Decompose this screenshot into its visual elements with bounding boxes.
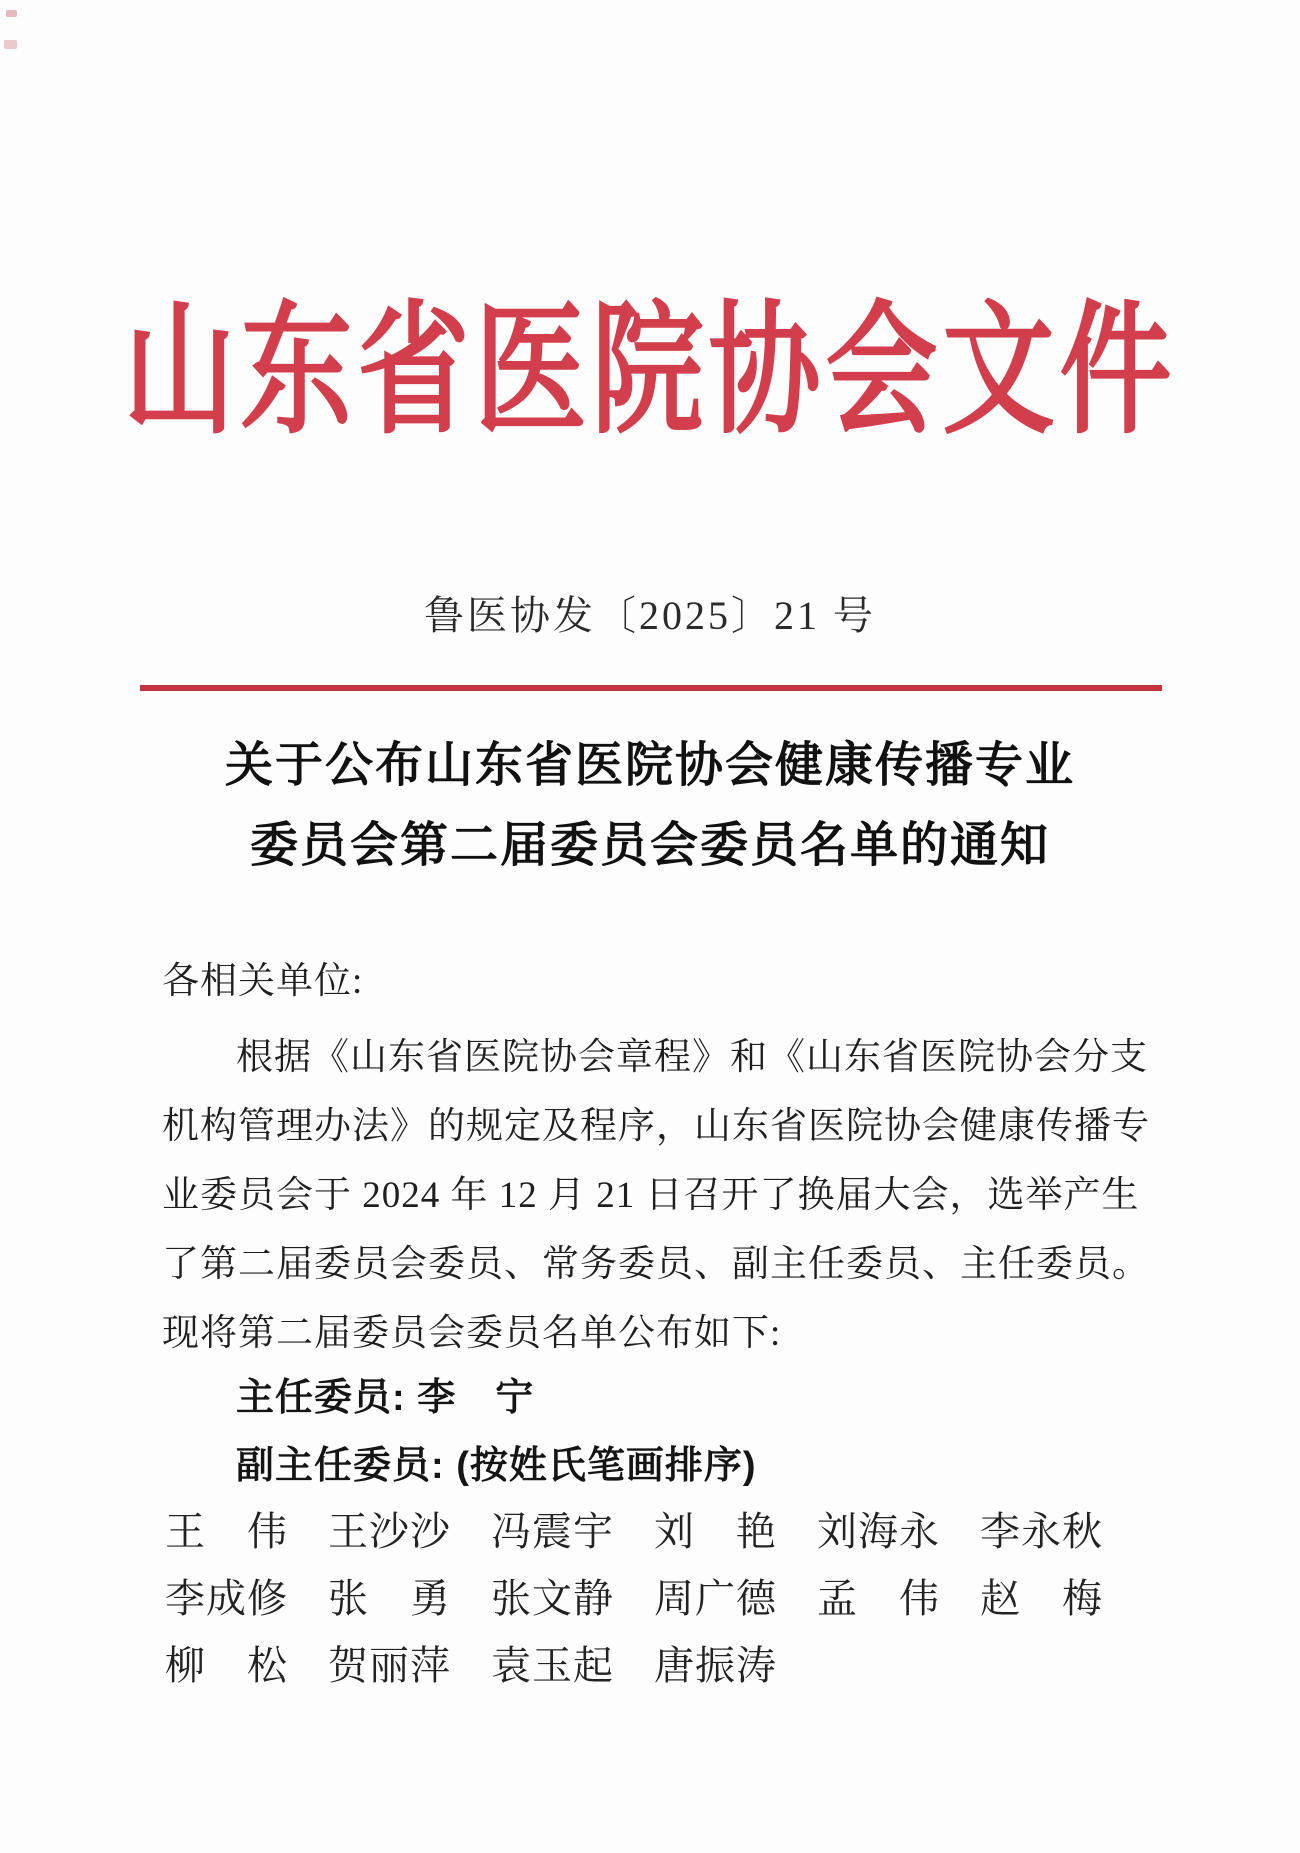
scan-artifact-speck: [4, 40, 17, 49]
member-name: 张 勇: [328, 1576, 451, 1621]
document-number: 鲁医协发〔2025〕21 号: [424, 593, 876, 638]
vice-chairman-heading: 副主任委员: (按姓氏笔画排序): [236, 1445, 757, 1487]
body-line: 现将第二届委员会委员名单公布如下:: [162, 1313, 782, 1354]
scan-artifact-speck: [6, 10, 17, 17]
red-separator-rule: [140, 685, 1162, 691]
member-name: 刘 艳: [654, 1509, 777, 1554]
chairman-line: 主任委员: 李 宁: [236, 1377, 535, 1419]
document-title-line-1: 关于公布山东省医院协会健康传播专业: [224, 739, 1075, 792]
member-name: 王 伟: [165, 1509, 288, 1554]
member-name: 刘海永: [817, 1509, 940, 1554]
member-name: 周广德: [654, 1576, 777, 1621]
body-paragraph: [162, 1026, 1150, 1371]
member-name: 孟 伟: [817, 1576, 940, 1621]
member-name: 贺丽萍: [328, 1643, 451, 1688]
body-line: 机构管理办法》的规定及程序，山东省医院协会健康传播专: [162, 1106, 1150, 1147]
member-name: 王沙沙: [328, 1509, 451, 1554]
member-name: 唐振涛: [654, 1643, 777, 1688]
body-line: 根据《山东省医院协会章程》和《山东省医院协会分支: [236, 1037, 1148, 1078]
letterhead-title: 山东省医院协会文件: [123, 293, 1177, 452]
body-line: 业委员会于 2024 年 12 月 21 日召开了换届大会，选举产生: [162, 1175, 1140, 1216]
member-name: 李永秋: [980, 1509, 1103, 1554]
member-name: 柳 松: [165, 1643, 288, 1688]
document-title-line-2: 委员会第二届委员会委员名单的通知: [249, 819, 1050, 872]
member-name: 张文静: [491, 1576, 614, 1621]
member-name: 赵 梅: [980, 1576, 1103, 1621]
body-line: 了第二届委员会委员、常务委员、副主任委员、主任委员。: [162, 1244, 1150, 1285]
vice-chairmen-name-list: [165, 1500, 1143, 1701]
member-name: 冯震宇: [491, 1509, 614, 1554]
member-name: 李成修: [165, 1576, 288, 1621]
member-name: 袁玉起: [491, 1643, 614, 1688]
salutation: 各相关单位:: [162, 961, 364, 1002]
document-title: [0, 726, 1300, 886]
